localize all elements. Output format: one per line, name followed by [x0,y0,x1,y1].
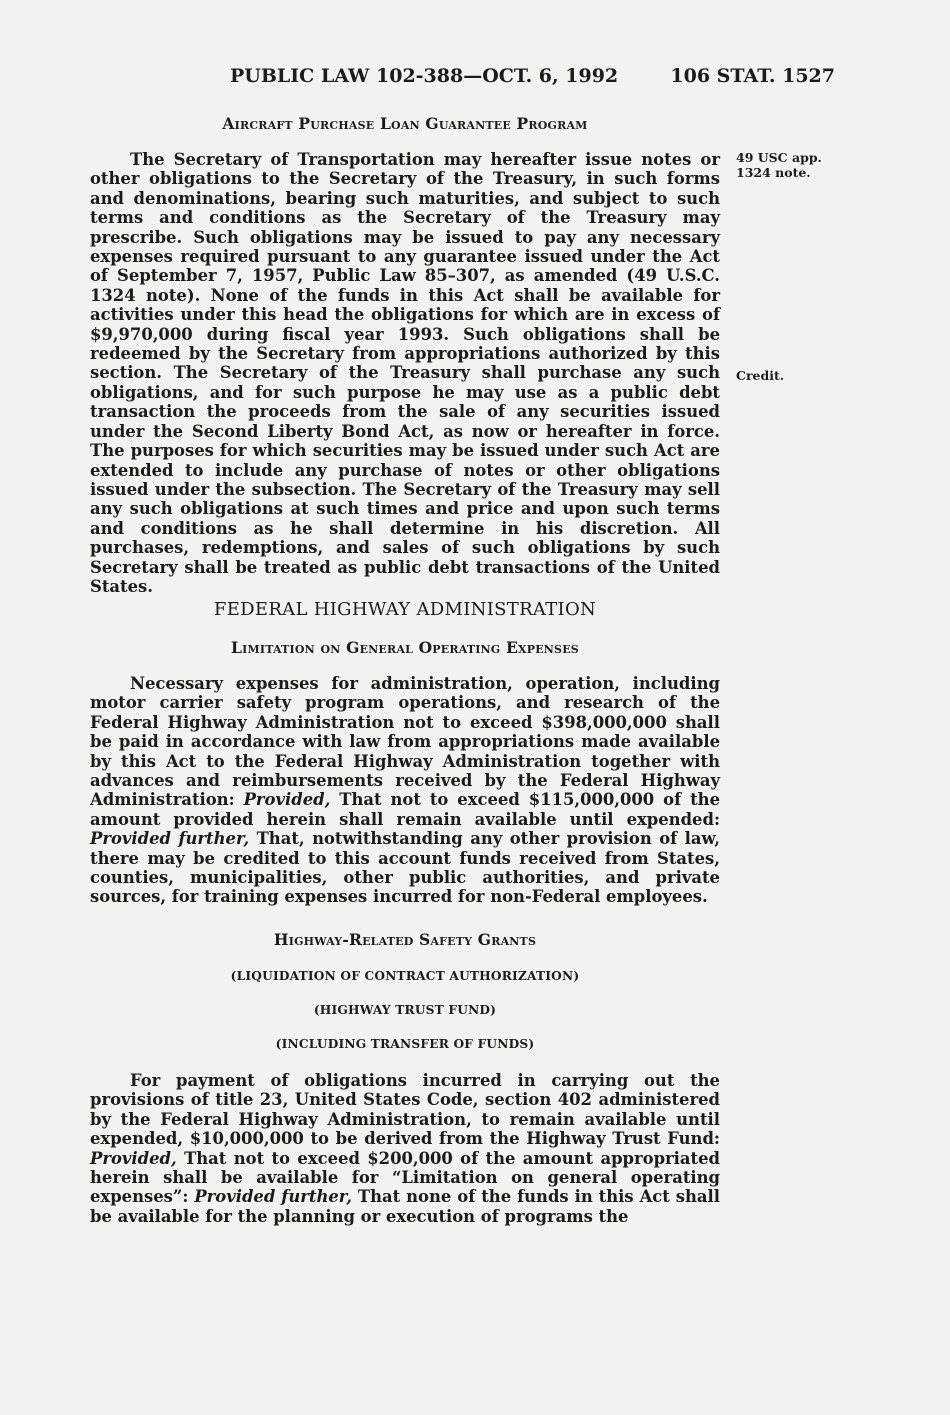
fhwa-section [90,599,720,907]
safety-text-2: That not to exceed $200,000 of the amount appropriated herein shall be available for “Limitation on general operating expenses”: [90,1148,720,1207]
usc-note-line-1: 49 USC app. [736,150,822,165]
aircraft-paragraph: The Secretary of Transportation may hereafter issue notes or other obligations to the Secretary of the Treasury, in such forms and denominations, bearing such maturities, and subject to such terms and conditions as the Secretary of the Treasury may prescribe. Such obligations may be issued to pay any necessary expenses required pursuant to any guarantee issued under the Act of September 7, 1957, Public Law 85–307, as amended (49 U.S.C. 1324 note). None of the funds in this Act shall be available for activities under this head the obligations for which are in excess of $9,970,000 during fiscal year 1993. Such obligations shall be redeemed by the Secretary from appropriations authorized by this section. The Secretary of the Treasury shall purchase any such obligations, and for such purpose he may use as a public debt transaction the proceeds from the sale of any securities issued under the Second Liberty Bond Act, as now or hereafter in force. The purposes for which securities may be issued under such Act are extended to include any purchase of notes or other obligations issued under the subsection. The Secretary of the Treasury may sell any such obligations at such times and price and upon such terms and conditions as he shall determine in his discretion. All purchases, redemptions, and sales of such obligations by such Secretary shall be treated as public debt transactions of the United States. [90,150,720,596]
safety-provided-1: Provided, [90,1148,177,1168]
safety-grants-heading: Highway-Related Safety Grants [273,930,537,949]
statute-page-number: 106 STAT. 1527 [670,65,835,87]
page-header [90,64,835,88]
fhwa-provided-1: Provided, [243,790,331,810]
fhwa-heading: FEDERAL HIGHWAY ADMINISTRATION [213,599,597,620]
trust-fund-subheading: (HIGHWAY TRUST FUND) [313,1003,497,1017]
fhwa-text-1: Necessary expenses for administration, operation, including motor carrier safety program operations, and research of the Federal Highway Administration not to exceed $398,000,000 shall be paid in accordance with law from appropriations made available by this Act to the Federal Highway Administration together with advances and reimbursements received by the Federal Highway Administration: [90,674,720,810]
fhwa-subheading: Limitation on General Operating Expenses [231,638,579,657]
usc-margin-note [736,150,822,180]
aircraft-section [90,114,720,596]
credit-margin-note: Credit. [736,368,785,383]
public-law-citation: PUBLIC LAW 102-388—OCT. 6, 1992 [230,65,619,87]
safety-grants-paragraph [90,1071,720,1226]
safety-text-1: For payment of obligations incurred in carrying out the provisions of title 23, United States Code, section 402 administered by the Federal Highway Administration, to remain available until expended, $10,000,000 to be derived from the Highway Trust Fund: [90,1071,720,1149]
fhwa-paragraph [90,674,720,907]
fhwa-text-2: That not to exceed $115,000,000 of the amount provided herein shall remain available until expended: [90,790,720,829]
liquidation-subheading: (LIQUIDATION OF CONTRACT AUTHORIZATION) [230,969,580,983]
safety-provided-2: Provided further, [194,1187,352,1207]
aircraft-heading: Aircraft Purchase Loan Guarantee Program [222,114,588,133]
fhwa-provided-2: Provided further, [90,829,250,849]
fhwa-text-3: That, notwithstanding any other provision of law, there may be credited to this account funds received from States, counties, municipalities, other public authorities, and private sources, for training expenses incurred for non-Federal employees. [90,829,720,907]
transfer-subheading: (INCLUDING TRANSFER OF FUNDS) [275,1037,535,1051]
safety-text-3: That none of the funds in this Act shall be available for the planning or execution of programs the [90,1187,720,1226]
safety-grants-section [90,930,720,1226]
usc-note-line-2: 1324 note. [736,165,811,180]
